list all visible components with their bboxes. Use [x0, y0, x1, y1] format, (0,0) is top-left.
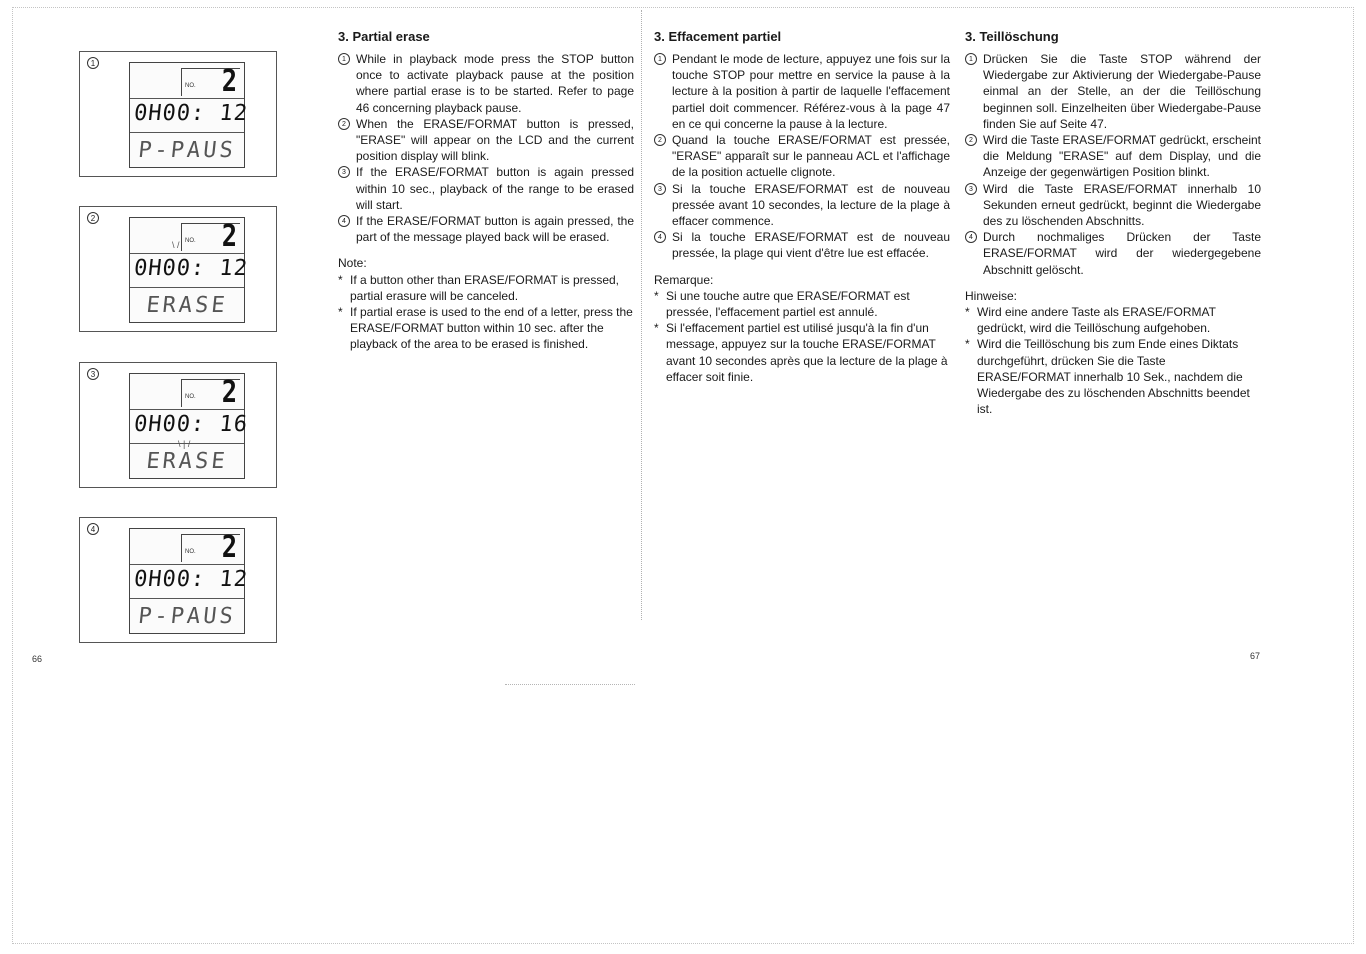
step-text: Pendant le mode de lecture, appuyez une fois sur la touche STOP pour mettre en service la pause à la lecture à la position à partir de laquelle l'effacement partiel doit commencer. Référez-vous à la page 47 en ce qui concerne la pause à la lecture.: [672, 52, 950, 131]
step-marker: 4: [87, 523, 99, 535]
track-box: [181, 375, 240, 410]
step-text: Drücken Sie die Taste STOP während der Wiedergabe zur Aktivierung der Wiedergabe-Pause einmal an der Stelle, an der die Teillöschung beginnen soll. Einzelheiten über Wiedergabe-Pause finden Sie auf Seite 47.: [983, 52, 1261, 131]
step-marker: 1: [965, 53, 977, 65]
note-text: Si une touche autre que ERASE/FORMAT est pressée, l'effacement partiel est annulé.: [666, 288, 910, 320]
french-section: [654, 28, 950, 385]
mode-indicator: ERASE: [145, 449, 229, 474]
note-item: * If a button other than ERASE/FORMAT is pressed, partial erasure will be canceled.: [350, 272, 634, 304]
note-text: If a button other than ERASE/FORMAT is pressed, partial erasure will be canceled.: [350, 272, 620, 303]
step-marker: 1: [87, 57, 99, 69]
step-item: [658, 181, 950, 230]
step-item: [342, 164, 634, 213]
track-number: 2: [221, 219, 237, 254]
note-item: * If partial erase is used to the end of a letter, press the ERASE/FORMAT button within 10 sec. after the playback of the area to be erased is finished.: [338, 305, 633, 352]
note-text: Si l'effacement partiel est utilisé jusqu'à la fin d'un message, appuyez sur la touche ERASE/FORMAT avant 10 secondes après que la lecture de la plage à effacer soit finie.: [666, 321, 948, 384]
lcd-panel-4: [79, 517, 277, 643]
step-item: [969, 229, 1261, 278]
step-text: While in playback mode press the STOP button once to activate playback pause at the position where partial erase is to be started. Refer to page 46 concerning playback pause.: [356, 52, 634, 115]
position-time: 0H00: 12: [132, 101, 250, 126]
blink-mark-icon: \ | /: [178, 439, 191, 449]
step-marker: 2: [87, 212, 99, 224]
lcd-display: [129, 62, 250, 168]
german-section: [965, 28, 1261, 417]
lcd-display: [129, 528, 250, 634]
step-marker: 3: [87, 368, 99, 380]
english-section: [338, 28, 634, 353]
note-item: * Si l'effacement partiel est utilisé jusqu'à la fin d'un message, appuyez sur la touche ERASE/FORMAT avant 10 secondes après que la lecture de la plage à effacer soit finie.: [666, 320, 950, 385]
lcd-display: [129, 217, 250, 323]
note-item: * Wird eine andere Taste als ERASE/FORMAT gedrückt, wird die Teillöschung aufgehoben.: [977, 304, 1261, 336]
track-number: 2: [221, 375, 237, 410]
note-item: * Si une touche autre que ERASE/FORMAT est pressée, l'effacement partiel est annulé.: [666, 288, 950, 320]
page-number-left: 66: [32, 654, 43, 664]
step-text: Si la touche ERASE/FORMAT est de nouveau pressée avant 10 secondes, la lecture de la plage à effacer commence.: [672, 181, 950, 229]
divider-line: [505, 684, 635, 685]
step-text: When the ERASE/FORMAT button is pressed, "ERASE" will appear on the LCD and the current position display will blink.: [356, 116, 634, 164]
position-time: 0H00: 12: [132, 567, 250, 592]
track-box: [181, 530, 240, 565]
note-text: If partial erase is used to the end of a letter, press the ERASE/FORMAT button within 10 sec. after the playback of the area to be erased is finished.: [350, 305, 633, 352]
step-item: [969, 181, 1261, 230]
step-text: If the ERASE/FORMAT button is again pressed within 10 sec., playback of the range to be erased will start.: [356, 165, 634, 212]
step-text: Durch nochmaliges Drücken der Taste ERASE/FORMAT wird der wiedergegebene Abschnitt gelöscht.: [983, 230, 1261, 277]
lcd-panel-1: [79, 51, 277, 177]
step-marker: 4: [338, 215, 350, 227]
step-marker: 4: [654, 231, 666, 243]
note-text: Wird die Teillöschung bis zum Ende eines Diktats durchgeführt, drücken Sie die Taste ERASE/FORMAT innerhalb 10 Sek., nachdem die Wiedergabe des zu löschenden Abschnitts beendet ist.: [977, 337, 1250, 417]
step-marker: 2: [965, 134, 977, 146]
step-item: [658, 51, 950, 132]
step-marker: 3: [338, 166, 350, 178]
blink-mark-icon: \ /: [172, 240, 180, 250]
note-title: Hinweise:: [965, 288, 1018, 303]
step-marker: 1: [338, 53, 350, 65]
step-text: Wird die Taste ERASE/FORMAT gedrückt, erscheint die Meldung "ERASE" auf dem Display, und die Anzeige der gegenwärtigen Position blinkt.: [983, 133, 1261, 180]
note-item: * Wird die Teillöschung bis zum Ende eines Diktats durchgeführt, drücken Sie die Taste ERASE/FORMAT innerhalb 10 Sek., nachdem die Wiedergabe des zu löschenden Abschnitts beendet ist.: [977, 336, 1261, 417]
note-text: Wird eine andere Taste als ERASE/FORMAT gedrückt, wird die Teillöschung aufgehoben.: [977, 305, 1216, 336]
step-item: [342, 213, 634, 245]
step-marker: 1: [654, 53, 666, 65]
step-text: If the ERASE/FORMAT button is again pressed, the part of the message played back will be erased.: [356, 214, 634, 245]
section-heading: 3. Effacement partiel: [654, 29, 782, 44]
no-label: NO.: [185, 83, 196, 89]
track-box: [181, 219, 240, 254]
mode-indicator: ERASE: [145, 293, 229, 318]
no-label: NO.: [185, 238, 196, 244]
lcd-display: [129, 373, 250, 479]
track-number: 2: [221, 530, 237, 565]
step-marker: 4: [965, 231, 977, 243]
step-item: [969, 51, 1261, 132]
step-item: [342, 51, 634, 116]
step-text: Si la touche ERASE/FORMAT est de nouveau pressée, la plage qui vient d'être lue est effacée.: [672, 230, 950, 261]
lcd-panel-2: [79, 206, 277, 332]
step-item: [658, 132, 950, 181]
no-label: NO.: [185, 394, 196, 400]
center-fold-line: [641, 10, 642, 620]
track-number: 2: [221, 64, 237, 99]
step-marker: 3: [654, 183, 666, 195]
step-text: Quand la touche ERASE/FORMAT est pressée, "ERASE" apparaît sur le panneau ACL et l'affichage de la position actuelle clignote.: [672, 133, 950, 180]
step-text: Wird die Taste ERASE/FORMAT innerhalb 10 Sekunden erneut gedrückt, beginnt die Wiedergabe des zu löschenden Abschnitts.: [983, 181, 1261, 229]
step-item: [342, 116, 634, 165]
no-label: NO.: [185, 549, 196, 555]
track-box: [181, 64, 240, 99]
section-heading: 3. Partial erase: [338, 29, 430, 44]
step-item: [658, 229, 950, 261]
page-number-right: 67: [1250, 651, 1261, 661]
lcd-panel-3: [79, 362, 277, 488]
step-item: [969, 132, 1261, 181]
position-time: 0H00: 16: [132, 412, 250, 437]
step-marker: 2: [654, 134, 666, 146]
step-marker: 3: [965, 183, 977, 195]
section-heading: 3. Teillöschung: [965, 29, 1059, 44]
mode-indicator: P-PAUS: [136, 138, 238, 163]
note-title: Note:: [338, 256, 367, 271]
mode-indicator: P-PAUS: [136, 604, 238, 629]
note-title: Remarque:: [654, 272, 714, 287]
step-marker: 2: [338, 118, 350, 130]
position-time: 0H00: 12: [132, 256, 250, 281]
